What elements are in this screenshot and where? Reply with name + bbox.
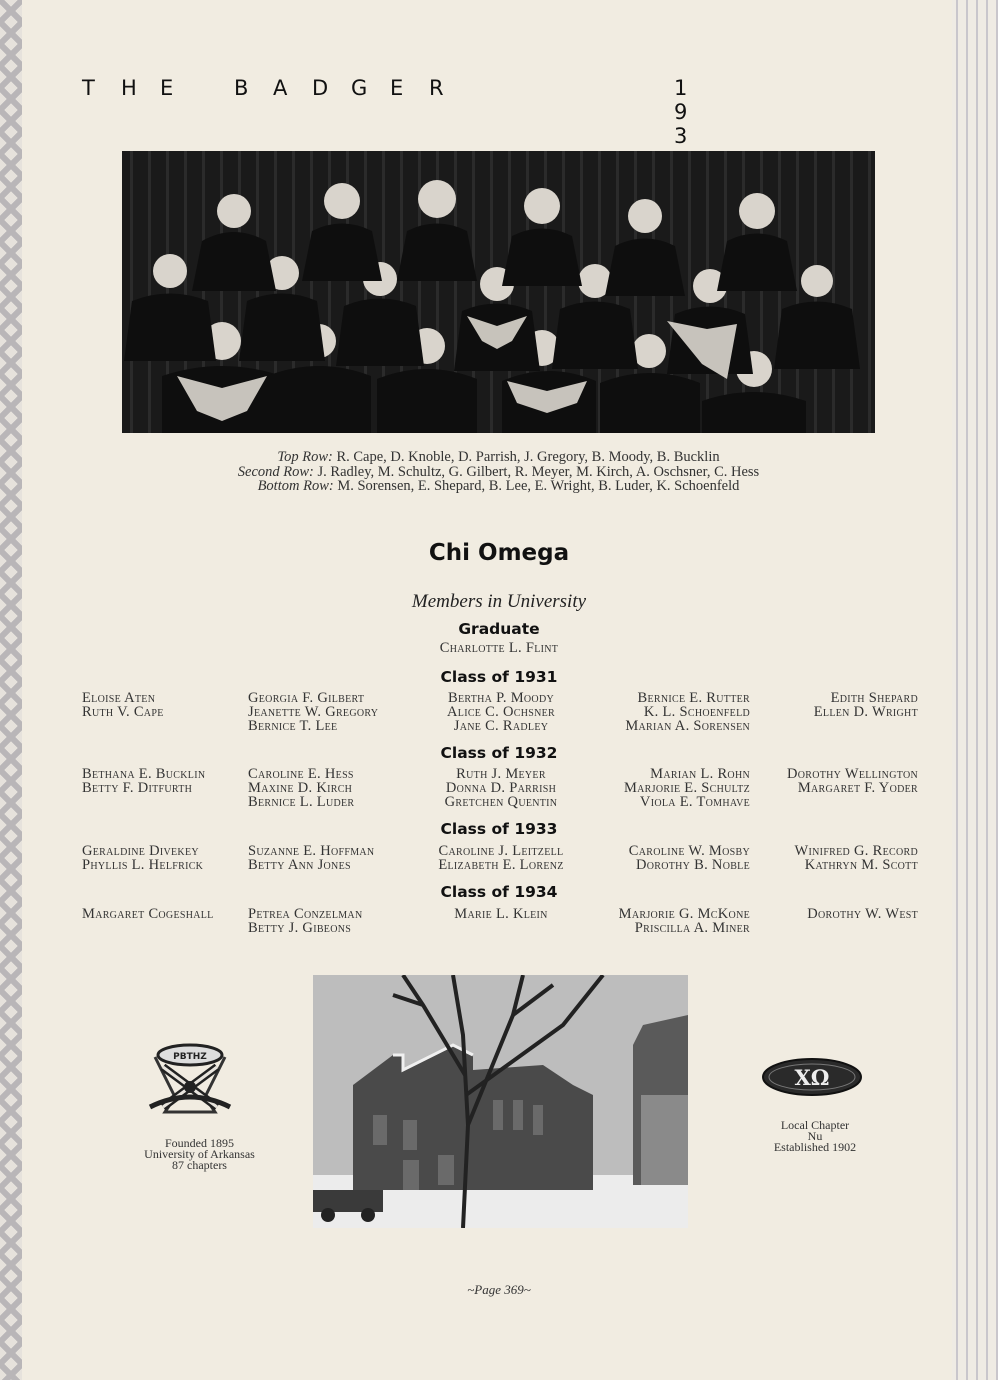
class-1931-column-1 [82,691,164,719]
member-name: Ellen D. Wright [813,704,918,720]
class-1934-column-1 [82,907,214,921]
member-name: Elizabeth E. Lorenz [438,857,564,873]
member-name: Ruth J. Meyer [456,766,546,782]
member-name: K. L. Schoenfeld [643,704,750,720]
member-name: Eloise Aten [82,690,156,706]
caption-row-label: Bottom Row: [257,478,334,494]
class-1934-column-3 [400,907,602,921]
member-name: Dorothy B. Noble [635,857,750,873]
member-name: Betty J. Gibeons [248,920,352,936]
member-name: Caroline E. Hess [248,766,354,782]
chapter-house-photo [313,975,688,1228]
member-name: Georgia F. Gilbert [248,690,365,706]
class-heading-1934: Class of 1934 [440,883,558,901]
founded-line: University of Arkansas [144,1147,255,1161]
title-letter: A [273,76,288,100]
chi-omega-badge-icon [145,1037,235,1117]
founded-line: Founded 1895 [165,1136,234,1150]
left-decorative-border [0,0,22,1380]
class-1934-column-4 [619,907,750,935]
class-heading-1932: Class of 1932 [440,744,558,762]
member-name: Petrea Conzelman [248,906,363,922]
pin-letters: XΩ [794,1065,830,1090]
member-name: Caroline W. Mosby [628,843,750,859]
class-1931-column-2 [248,691,378,733]
member-name: Jane C. Radley [453,718,549,734]
member-name: Edith Shepard [830,690,918,706]
year-digit: 3 [674,124,688,148]
title-letter: R [429,76,444,100]
member-name: Margaret Cogeshall [82,906,214,922]
title-letter: E [390,76,404,100]
class-1933-column-5 [795,844,918,872]
local-chapter-line: Established 1902 [773,1140,857,1154]
group-photo-image [122,151,875,433]
class-1933-column-4 [629,844,750,872]
member-name: Marjorie G. McKone [618,906,750,922]
member-name: Bernice T. Lee [248,718,338,734]
photo-caption-row [122,479,875,494]
caption-row-names: J. Radley, M. Schultz, G. Gilbert, R. Meyer, M. Kirch, A. Oschsner, C. Hess [317,464,760,480]
member-name: Marian A. Sorensen [625,718,750,734]
member-name: Alice C. Ochsner [447,704,555,720]
title-letter: E [160,76,174,100]
member-name: Betty F. Ditfurth [82,780,193,796]
title-letter: T [82,76,95,100]
title-letter: D [312,76,329,100]
class-1932-column-5 [787,767,918,795]
class-1933-column-2 [248,844,374,872]
founded-info [112,1138,287,1171]
caption-row-label: Top Row: [277,449,333,465]
class-1932-column-2 [248,767,354,809]
member-name: Viola E. Tomhave [639,794,750,810]
member-name: Winifred G. Record [794,843,918,859]
member-name: Margaret F. Yoder [797,780,918,796]
member-name: Donna D. Parrish [445,780,557,796]
chapter-house-image [313,975,688,1228]
graduate-heading: Graduate [458,620,540,638]
member-name: Marie L. Klein [454,906,548,922]
member-name: Phyllis L. Helfrick [82,857,204,873]
group-photo [122,151,875,433]
member-name: Betty Ann Jones [248,857,351,873]
year-digit: 1 [674,76,688,100]
class-1932-column-3 [400,767,602,809]
class-1934-column-2 [248,907,362,935]
member-name: Marian L. Rohn [650,766,750,782]
class-1933-column-3 [400,844,602,872]
member-name: Jeanette W. Gregory [248,704,379,720]
class-1931-column-3 [400,691,602,733]
member-name: Kathryn M. Scott [804,857,918,873]
class-heading-1933: Class of 1933 [440,820,558,838]
local-chapter-info [740,1120,890,1153]
class-1934-column-5 [807,907,918,921]
class-1933-column-1 [82,844,203,872]
member-name: Suzanne E. Hoffman [248,843,375,859]
local-chapter-line: Nu [807,1129,823,1143]
member-name: Bertha P. Moody [447,690,554,706]
founded-line: 87 chapters [172,1158,227,1172]
chi-omega-pin-icon [761,1057,863,1097]
member-name: Geraldine Divekey [82,843,199,859]
class-1932-column-1 [82,767,205,795]
graduate-name: Charlotte L. Flint [439,640,559,656]
member-name: Marjorie E. Schultz [623,780,750,796]
member-name: Bernice E. Rutter [637,690,750,706]
right-decorative-border [952,0,998,1380]
header-title [82,76,468,100]
title-letter: G [351,76,368,100]
member-name: Dorothy W. West [807,906,918,922]
member-name: Gretchen Quentin [444,794,558,810]
class-1931-column-4 [625,691,750,733]
caption-row-names: R. Cape, D. Knoble, D. Parrish, J. Gregory, B. Moody, B. Bucklin [336,449,720,465]
member-name: Ruth V. Cape [82,704,164,720]
chapter-title: Chi Omega [428,540,570,566]
member-name: Dorothy Wellington [786,766,918,782]
title-letter: B [234,76,249,100]
member-name: Bernice L. Luder [248,794,355,810]
title-letter: H [121,76,137,100]
class-1931-column-5 [814,691,918,719]
badge-letters: PBTHZ [173,1052,207,1062]
member-name: Bethana E. Bucklin [82,766,206,782]
class-heading-1931: Class of 1931 [440,668,558,686]
year-digit: 9 [674,100,688,124]
member-name: Caroline J. Leitzell [438,843,564,859]
class-1932-column-4 [624,767,750,809]
member-name: Priscilla A. Miner [634,920,750,936]
page-number: ~Page 369~ [467,1282,531,1297]
caption-row-names: M. Sorensen, E. Shepard, B. Lee, E. Wright, B. Luder, K. Schoenfeld [337,478,740,494]
member-name: Maxine D. Kirch [248,780,353,796]
photo-caption-row [122,450,875,465]
members-heading: Members in University [411,591,587,612]
local-chapter-line: Local Chapter [780,1118,850,1132]
caption-row-label: Second Row: [237,464,314,480]
